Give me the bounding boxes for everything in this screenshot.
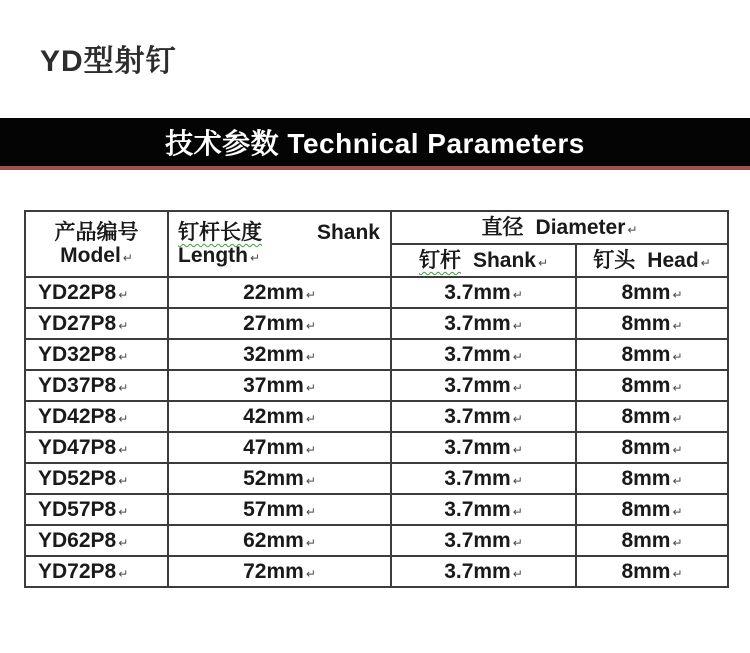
table-row xyxy=(25,277,728,308)
paragraph-mark-icon: ↵ xyxy=(672,287,683,302)
banner-title: 技术参数 Technical Parameters xyxy=(165,128,585,159)
cell-head: 8mm ↵ xyxy=(576,463,728,494)
header-shank-length xyxy=(168,211,391,277)
paragraph-mark-icon: ↵ xyxy=(305,349,316,364)
header-shank-en: Shank xyxy=(472,248,536,272)
table-row xyxy=(25,401,728,432)
paragraph-mark-icon: ↵ xyxy=(305,504,316,519)
cell-length: 42mm ↵ xyxy=(168,401,391,432)
cell-shank: 3.7mm ↵ xyxy=(391,494,576,525)
paragraph-mark-icon: ↵ xyxy=(512,349,523,364)
paragraph-mark-icon: ↵ xyxy=(118,473,129,488)
paragraph-mark-icon: ↵ xyxy=(118,411,129,426)
paragraph-mark-icon: ↵ xyxy=(512,504,523,519)
paragraph-mark-icon: ↵ xyxy=(672,473,683,488)
table-row xyxy=(25,494,728,525)
cell-shank: 3.7mm ↵ xyxy=(391,277,576,308)
paragraph-mark-icon: ↵ xyxy=(672,442,683,457)
paragraph-mark-icon: ↵ xyxy=(305,535,316,550)
cell-length: 57mm ↵ xyxy=(168,494,391,525)
cell-length: 52mm ↵ xyxy=(168,463,391,494)
paragraph-mark-icon: ↵ xyxy=(249,251,261,265)
cell-model: YD52P8 ↵ xyxy=(25,463,168,494)
paragraph-mark-icon: ↵ xyxy=(305,287,316,302)
page-title: YD型射钉 xyxy=(40,45,177,78)
paragraph-mark-icon: ↵ xyxy=(672,411,683,426)
paragraph-mark-icon: ↵ xyxy=(672,566,683,581)
table-row xyxy=(25,370,728,401)
paragraph-mark-icon: ↵ xyxy=(305,318,316,333)
paragraph-mark-icon: ↵ xyxy=(118,380,129,395)
header-diameter-zh: 直径 xyxy=(481,215,524,239)
paragraph-mark-icon: ↵ xyxy=(512,411,523,426)
paragraph-mark-icon: ↵ xyxy=(305,566,316,581)
cell-length: 62mm ↵ xyxy=(168,525,391,556)
cell-model: YD22P8 ↵ xyxy=(25,277,168,308)
paragraph-mark-icon: ↵ xyxy=(118,318,129,333)
header-model xyxy=(25,211,168,277)
table-row xyxy=(25,463,728,494)
section-banner xyxy=(0,118,750,166)
cell-shank: 3.7mm ↵ xyxy=(391,432,576,463)
cell-length: 37mm ↵ xyxy=(168,370,391,401)
cell-model: YD62P8 ↵ xyxy=(25,525,168,556)
cell-head: 8mm ↵ xyxy=(576,308,728,339)
cell-shank: 3.7mm ↵ xyxy=(391,370,576,401)
header-shank-zh: 钉杆 xyxy=(418,248,461,272)
paragraph-mark-icon: ↵ xyxy=(122,251,133,265)
cell-model: YD32P8 ↵ xyxy=(25,339,168,370)
header-model-zh: 产品编号 xyxy=(54,220,139,244)
paragraph-mark-icon: ↵ xyxy=(305,442,316,457)
cell-head: 8mm ↵ xyxy=(576,556,728,587)
header-length-en-top: Shank xyxy=(316,220,380,244)
paragraph-mark-icon: ↵ xyxy=(512,380,523,395)
cell-shank: 3.7mm ↵ xyxy=(391,308,576,339)
cell-length: 47mm ↵ xyxy=(168,432,391,463)
paragraph-mark-icon: ↵ xyxy=(118,349,129,364)
header-shank-length-line2: Length ↵ xyxy=(178,244,261,267)
cell-length: 27mm ↵ xyxy=(168,308,391,339)
paragraph-mark-icon: ↵ xyxy=(118,287,129,302)
header-model-en: Model ↵ xyxy=(60,244,133,267)
cell-model: YD72P8 ↵ xyxy=(25,556,168,587)
cell-model: YD57P8 ↵ xyxy=(25,494,168,525)
table-row xyxy=(25,525,728,556)
header-row-1 xyxy=(25,211,728,244)
paragraph-mark-icon: ↵ xyxy=(305,473,316,488)
cell-head: 8mm ↵ xyxy=(576,494,728,525)
banner-accent-line xyxy=(0,166,750,170)
cell-head: 8mm ↵ xyxy=(576,432,728,463)
paragraph-mark-icon: ↵ xyxy=(512,442,523,457)
header-diameter-shank xyxy=(391,244,576,277)
header-head-en: Head xyxy=(647,248,699,272)
header-diameter-head xyxy=(576,244,728,277)
cell-shank: 3.7mm ↵ xyxy=(391,401,576,432)
paragraph-mark-icon: ↵ xyxy=(512,566,523,581)
paragraph-mark-icon: ↵ xyxy=(118,442,129,457)
cell-head: 8mm ↵ xyxy=(576,339,728,370)
cell-model: YD37P8 ↵ xyxy=(25,370,168,401)
paragraph-mark-icon: ↵ xyxy=(537,255,549,270)
table-row xyxy=(25,432,728,463)
cell-model: YD47P8 ↵ xyxy=(25,432,168,463)
paragraph-mark-icon: ↵ xyxy=(512,535,523,550)
paragraph-mark-icon: ↵ xyxy=(672,349,683,364)
paragraph-mark-icon: ↵ xyxy=(118,535,129,550)
paragraph-mark-icon: ↵ xyxy=(512,473,523,488)
cell-head: 8mm ↵ xyxy=(576,277,728,308)
header-head-zh: 钉头 xyxy=(593,248,636,272)
header-shank-length-line1 xyxy=(178,221,380,244)
cell-length: 22mm ↵ xyxy=(168,277,391,308)
paragraph-mark-icon: ↵ xyxy=(305,411,316,426)
table-row xyxy=(25,556,728,587)
header-diameter xyxy=(391,211,728,244)
parameters-table xyxy=(24,210,729,588)
cell-model: YD27P8 ↵ xyxy=(25,308,168,339)
cell-head: 8mm ↵ xyxy=(576,370,728,401)
cell-shank: 3.7mm ↵ xyxy=(391,525,576,556)
header-length-zh: 钉杆长度 xyxy=(178,220,262,244)
cell-shank: 3.7mm ↵ xyxy=(391,339,576,370)
paragraph-mark-icon: ↵ xyxy=(512,287,523,302)
paragraph-mark-icon: ↵ xyxy=(672,504,683,519)
cell-head: 8mm ↵ xyxy=(576,401,728,432)
parameters-table-wrapper xyxy=(24,210,727,588)
cell-length: 72mm ↵ xyxy=(168,556,391,587)
paragraph-mark-icon: ↵ xyxy=(672,318,683,333)
cell-shank: 3.7mm ↵ xyxy=(391,463,576,494)
cell-model: YD42P8 ↵ xyxy=(25,401,168,432)
paragraph-mark-icon: ↵ xyxy=(672,380,683,395)
cell-length: 32mm ↵ xyxy=(168,339,391,370)
cell-shank: 3.7mm ↵ xyxy=(391,556,576,587)
paragraph-mark-icon: ↵ xyxy=(512,318,523,333)
paragraph-mark-icon: ↵ xyxy=(305,380,316,395)
table-row xyxy=(25,308,728,339)
paragraph-mark-icon: ↵ xyxy=(118,504,129,519)
paragraph-mark-icon: ↵ xyxy=(700,255,711,270)
header-diameter-en: Diameter xyxy=(535,215,626,239)
paragraph-mark-icon: ↵ xyxy=(118,566,129,581)
paragraph-mark-icon: ↵ xyxy=(627,222,638,237)
paragraph-mark-icon: ↵ xyxy=(672,535,683,550)
cell-head: 8mm ↵ xyxy=(576,525,728,556)
table-row xyxy=(25,339,728,370)
